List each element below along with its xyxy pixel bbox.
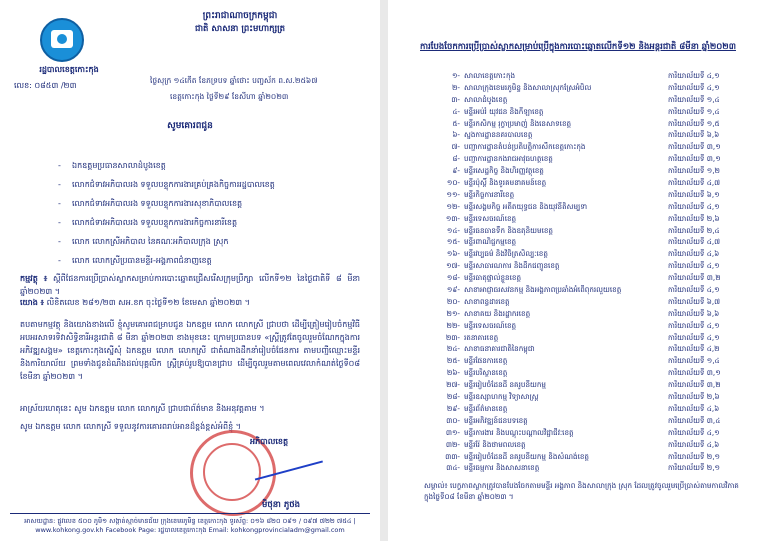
- row-institution: ស្នងការដ្ឋាននគរបាលខេត្ត: [464, 130, 533, 140]
- row-number: ២១-: [446, 308, 460, 318]
- table-row: [432, 129, 732, 141]
- row-number: ១៤-: [446, 225, 460, 235]
- allocation-title: ការបែងចែកការប្រើប្រាស់ស្លាកសម្រាប់ប្រើក្នុងការបោះឆ្នោតលើកទី១២ និងអន្តរជាតិ ៨មីនា ឆ្នាំ២០២៣: [420, 42, 736, 52]
- table-row: [432, 320, 732, 332]
- row-number: ១-: [451, 71, 460, 80]
- table-row: [432, 403, 732, 415]
- table-row: [432, 332, 732, 344]
- row-room: ការិយាល័យទី ២,៦: [668, 213, 720, 223]
- row-institution: មន្ទីរសង្គមកិច្ច អតីតយុទ្ធជន និងយុវនីតិសម្បទា: [464, 201, 588, 211]
- row-institution: មន្ទីរព័ត៌មានខេត្ត: [464, 403, 508, 413]
- row-institution: សាលាខេត្តកោះកុង: [464, 71, 516, 80]
- row-institution: មន្ទីរបរិស្ថានខេត្ត: [464, 368, 508, 378]
- row-room: ការិយាល័យទី ៤,៦: [668, 403, 720, 413]
- row-room: ការិយាល័យទី ២,៦: [668, 392, 720, 402]
- table-row: [432, 177, 732, 189]
- row-room: ការិយាល័យទី ១,៤: [668, 94, 720, 104]
- table-row: [432, 308, 732, 320]
- row-institution: មន្ទីរឧស្សាហកម្ម វិទ្យាសាស្ត្រ: [464, 392, 539, 402]
- recipient-item: - លោកជំទាវអភិបាលរង ទទួលបន្ទុកការងារគ្រប់គ្រងកិច្ចការរដ្ឋបាលខេត្ត: [58, 175, 358, 194]
- table-row: [432, 284, 732, 296]
- table-row: [432, 248, 732, 260]
- row-institution: សាខាធនាគារជាតិនៃកម្ពុជា: [464, 344, 535, 354]
- row-number: ៤-: [452, 106, 460, 116]
- row-number: ៨-: [452, 154, 460, 164]
- table-row: [432, 236, 732, 248]
- row-institution: មន្ទីរពាណិជ្ជកម្មខេត្ត: [464, 237, 517, 247]
- row-institution: សាខាពន្ធដារខេត្ត: [464, 296, 510, 306]
- row-institution: រតនាគារខេត្ត: [464, 332, 499, 342]
- table-row: [432, 70, 732, 82]
- row-number: ២៩-: [446, 403, 460, 413]
- row-room: ការិយាល័យទី ៤,៧: [668, 237, 721, 247]
- recipient-list: [58, 156, 358, 270]
- table-row: [432, 260, 732, 272]
- row-institution: មន្ទីរកសិកម្ម រុក្ខាប្រមាញ់ និងនេសាទខេត្ត: [464, 118, 572, 128]
- row-institution: មន្ទីរសេដ្ឋកិច្ច និងហិរញ្ញវត្ថុខេត្ត: [464, 166, 544, 176]
- row-number: ៣២-: [445, 439, 460, 449]
- row-number: ២៤-: [446, 344, 460, 354]
- row-room: ការិយាល័យទី ៤,១: [668, 82, 720, 92]
- row-room: ការិយាល័យទី ១,៥: [668, 118, 720, 128]
- row-number: ៣១-: [445, 427, 460, 437]
- row-room: ការិយាល័យទី ២,១: [668, 463, 720, 473]
- table-row: [432, 415, 732, 427]
- allocation-page: [388, 0, 768, 541]
- reference-text: លិខិតលេខ ២៨១/២៣ សអ.ខក ចុះថ្ងៃទី១២ ខែមេសា ឆ្នាំ២០២៣ ។: [46, 298, 250, 307]
- row-room: ការិយាល័យទី ១,២: [668, 166, 720, 176]
- table-row: [432, 451, 732, 463]
- row-room: ការិយាល័យទី ១,៤: [668, 356, 720, 366]
- table-row: [432, 213, 732, 225]
- row-institution: សាខាគយ និងរដ្ឋាករខេត្ត: [464, 308, 531, 318]
- row-room: ការិយាល័យទី ៤,១: [668, 427, 720, 437]
- row-number: ១៦-: [446, 249, 460, 259]
- row-number: ២៥-: [446, 356, 460, 366]
- letter-page: [0, 0, 380, 541]
- solar-date: ខេត្តកោះកុង ថ្ងៃទី២៩ ខែសីហា ឆ្នាំ២០២៣: [170, 92, 289, 101]
- table-row: [432, 439, 732, 451]
- row-room: ការិយាល័យទី ៤,១: [668, 285, 720, 295]
- row-institution: មន្ទីរទេសចរណ៍ខេត្ត: [464, 320, 517, 330]
- row-institution: មន្ទីរផែនការខេត្ត: [464, 356, 508, 366]
- row-room: ការិយាល័យទី ២,៤: [668, 225, 720, 235]
- table-row: [432, 189, 732, 201]
- row-number: ៩-: [452, 166, 460, 176]
- row-number: ៣៣-: [445, 451, 460, 461]
- row-number: ១០-: [446, 178, 460, 188]
- ref-number: លេខ: ០៨៥៣ /២៣: [14, 81, 77, 90]
- table-row: [432, 94, 732, 106]
- row-institution: មន្ទីរអប់រំ យុវជន និងកីឡាខេត្ត: [464, 106, 544, 116]
- row-number: ២២-: [446, 320, 460, 330]
- row-number: ២៦-: [446, 368, 460, 378]
- row-room: ការិយាល័យទី ៤,១: [668, 320, 720, 330]
- row-room: ការិយាល័យទី ៣,១: [668, 368, 721, 378]
- org-name: រដ្ឋបាលខេត្តកោះកុង: [39, 65, 99, 74]
- row-room: ការិយាល័យទី ៣,២: [668, 380, 721, 390]
- table-row: [432, 379, 732, 391]
- closing-paragraph: អាស្រ័យហេតុនេះ សូម ឯកឧត្តម លោក លោកស្រី ជ្រាបជាព័ត៌មាន និងអនុវត្តតាម ។: [20, 404, 265, 413]
- row-institution: មន្ទីរកិច្ចការនារីខេត្ត: [464, 189, 515, 199]
- recipient-item: - លោកជំទាវអភិបាលរង ទទួលបន្ទុកការងារសុខាភិបាលខេត្ត: [58, 194, 358, 213]
- row-room: ការិយាល័យទី ៦,៦: [668, 308, 720, 318]
- table-row: [432, 118, 732, 130]
- row-institution: មន្ទីរវប្បធម៌ និងវិចិត្រសិល្បៈខេត្ត: [464, 249, 548, 259]
- row-number: ៣-: [451, 94, 460, 104]
- row-institution: មន្ទីរទេសចរណ៍ខេត្ត: [464, 213, 517, 223]
- row-number: ១៨-: [446, 273, 460, 283]
- row-number: ១៥-: [446, 237, 460, 247]
- row-room: ការិយាល័យទី ៤,៧: [668, 178, 721, 188]
- row-room: ការិយាល័យទី ៤,១: [668, 71, 720, 80]
- row-institution: មន្ទីរប៉ុស្តិ៍ និងទូរគមនាគមន៍ខេត្ត: [464, 178, 547, 188]
- row-number: ៥-: [452, 118, 460, 128]
- table-row: [432, 153, 732, 165]
- body-paragraph: តបតាមកម្មវត្ថុ និងយោងខាងលើ ខ្ញុំសូមគោរពជម្រាបជូន ឯកឧត្តម លោក លោកស្រី ជ្រាបថា ដើម្បីត្រៀមរៀបចំកម្មវិធីអបអរសាទរទិវាសិទ្ធិនារីអន្តរជាតិ ៨ មីនា ឆ្នាំ២០២៣ ខាងមុខនេះ ក្រោមប្រធានបទ «ស្ត្រីត្រូវតែចូលរួមចំណែកក្នុងការអភិវឌ្ឍសង្គម» ខេត្តកោះកុងស្នើសុំ ឯកឧត្តម លោក លោកស្រី ជាតំណាងដឹកនាំរៀបចំផែនការ តាមបញ្ជីឈ្មោះមន្ទីរ និងការិយាល័យ ព្រមទាំងជូនដំណឹងដល់បុគ្គលិក ស្ត្រីគ្រប់រូបឱ្យបានជ្រាប ដើម្បីចូលរួមតាមពេលវេលាកំណត់ថ្ងៃទី០៨ ខែមីនា ឆ្នាំ២០២៣ ។: [20, 320, 360, 381]
- table-row: [432, 427, 732, 439]
- recipient-item: - លោក លោកស្រីអភិបាល នៃគណៈអភិបាលក្រុង ស្រុក: [58, 232, 358, 251]
- row-room: ការិយាល័យទី ៦,៧: [668, 296, 721, 306]
- subject-line: [20, 272, 360, 298]
- regards-paragraph: សូម ឯកឧត្តម លោក លោកស្រី ទទួលនូវការគោរពរាប់អានដ៏ខ្ពង់ខ្ពស់អំពីខ្ញុំ ។: [20, 422, 241, 431]
- row-number: ៧-: [451, 142, 460, 152]
- table-row: [432, 367, 732, 379]
- row-number: ១៩-: [446, 285, 460, 295]
- row-room: ការិយាល័យទី ៦,១: [668, 189, 720, 199]
- row-room: ការិយាល័យទី ៤,២: [668, 344, 720, 354]
- row-room: ការិយាល័យទី ៤,១: [668, 201, 720, 211]
- row-room: ការិយាល័យទី ៤,១: [668, 261, 720, 271]
- row-number: ៣៤-: [446, 463, 460, 473]
- row-room: ការិយាល័យទី ៤,៦: [668, 439, 720, 449]
- subject-label: កម្មវត្ថុ ៖: [20, 274, 48, 283]
- motto-header: ជាតិ សាសនា ព្រះមហាក្សត្រ: [194, 24, 286, 34]
- row-institution: មន្ទីរធនធានទឹក និងឧតុនិយមខេត្ត: [464, 225, 553, 235]
- row-room: ការិយាល័យទី ៤,១: [668, 332, 720, 342]
- signer-title: អភិបាលខេត្ត: [250, 437, 289, 446]
- letter-footer: អាសយដ្ឋាន: ផ្លូវលេខ ៥០០ ភូមិ១ សង្កាត់ស្មាច់មានជ័យ ក្រុងខេមរភូមិន្ទ ខេត្តកោះកុង ទូរស័ព្ទ: ០១៦ ៨២០ ០៩១ / ០៩៧ ៧២២ ៧៥៤ | www.kohkong.gov.kh Facebook Page: រដ្ឋបាលខេត្តកោះកុង Email: kohkongprovincialadm@gmail.com: [10, 513, 370, 535]
- row-institution: មន្ទីរធាតុផ្ទាល់ខ្លួនខេត្ត: [464, 273, 522, 283]
- row-number: ១២-: [446, 201, 460, 211]
- reference-label: យោង ៖: [20, 298, 45, 307]
- recipient-item: - លោក លោកស្រីប្រធានមន្ទីរ-អង្គភាពជំនាញខេត្ត: [58, 251, 358, 270]
- allocation-note: សម្គាល់៖ បេក្ខភាពស្លាកត្រូវបានបែងចែកតាមមន្ទីរ អង្គភាព និងសាលាក្រុង ស្រុក ដែលត្រូវចូលរួមប្រើប្រាស់តាមកាលវិភាគ ក្នុងថ្ងៃទី០៨ ខែមីនា ឆ្នាំ២០២៣ ។: [424, 481, 739, 501]
- kingdom-header: ព្រះរាជាណាចក្រកម្ពុជា: [202, 11, 278, 21]
- subject-text: ស្ដីពីផែនការប្រើប្រាស់ស្លាកសម្រាប់ការបោះឆ្នោតជ្រើសរើសក្រុមប្រឹក្សា លើកទី១២ នៃថ្ងៃជាតិទី ៨ មីនា ឆ្នាំ២០២៣ ។: [20, 274, 361, 296]
- row-number: ៣០-: [446, 415, 460, 425]
- reference-line: [20, 296, 360, 309]
- table-row: [432, 225, 732, 237]
- table-row: [432, 82, 732, 94]
- table-row: [432, 141, 732, 153]
- row-room: ការិយាល័យទី ៤,៦: [668, 249, 720, 259]
- province-logo: [40, 18, 84, 62]
- row-institution: មន្ទីររ៉ែ និងថាមពលខេត្ត: [464, 439, 526, 449]
- table-row: [432, 343, 732, 355]
- row-number: ២០-: [446, 296, 460, 306]
- table-row: [432, 106, 732, 118]
- table-row: [432, 391, 732, 403]
- row-room: ការិយាល័យទី ២,១: [668, 451, 720, 461]
- row-room: ការិយាល័យទី ៣,៤: [668, 415, 721, 425]
- salutation: សូមគោរពជូន: [167, 121, 213, 131]
- allocation-table: [432, 70, 732, 474]
- row-number: ១១-: [446, 189, 460, 199]
- row-institution: សាលាដំបូងខេត្ត: [464, 94, 508, 104]
- table-row: [432, 296, 732, 308]
- row-institution: បញ្ជាការដ្ឋានកងរាជអាវុធហត្ថខេត្ត: [464, 154, 553, 164]
- table-row: [432, 462, 732, 474]
- row-room: ការិយាល័យទី ៦,៦: [668, 130, 720, 140]
- row-room: ការិយាល័យទី ៣,១: [668, 154, 721, 164]
- row-institution: សាលាក្រុងខេមរភូមិន្ទ និងសាលាស្រុកស្រែអំបិល: [464, 82, 592, 92]
- lunar-date: ថ្ងៃសុក្រ ១៤កើត ខែភទ្របទ ឆ្នាំថោះ បញ្ចស័ក ព.ស.២៥៦៧: [150, 76, 318, 85]
- row-institution: មន្ទីរអភិវឌ្ឍន៍ជនបទខេត្ត: [464, 415, 528, 425]
- row-institution: មន្ទីររៀបចំដែនដី នគរូបនីយកម្ម: [464, 380, 546, 390]
- row-room: ការិយាល័យទី ៣,១: [668, 142, 721, 152]
- row-room: ការិយាល័យទី ១,៤: [668, 106, 720, 116]
- row-number: ១៣-: [445, 213, 460, 223]
- recipient-item: - លោកជំទាវអភិបាលរង ទទួលបន្ទុកការងារកិច្ចការនារីខេត្ត: [58, 213, 358, 232]
- row-institution: មន្ទីរសាធារណការ និងដឹកជញ្ជូនខេត្ត: [464, 261, 560, 271]
- row-number: ១៧-: [446, 261, 460, 271]
- row-institution: មន្ទីរធម្មការ និងសាសនាខេត្ត: [464, 463, 540, 473]
- row-number: ៦-: [452, 130, 460, 140]
- table-row: [432, 201, 732, 213]
- row-institution: មន្ទីរការងារ និងបណ្តុះបណ្តាលវិជ្ជាជីវៈខេត្ត: [464, 427, 574, 437]
- row-number: ២-: [451, 82, 460, 92]
- row-institution: មន្ទីររៀបចំដែនដី នគរូបនីយកម្ម និងសំណង់ខេត្ត: [464, 451, 589, 461]
- table-row: [432, 355, 732, 367]
- table-row: [432, 165, 732, 177]
- table-row: [432, 272, 732, 284]
- recipient-item: - ឯកឧត្តមប្រធានសាលាដំបូងខេត្ត: [58, 156, 358, 175]
- row-institution: សាខាអាជ្ញាធរសវនកម្ម និងអង្គភាពប្រឆាំងអំពើពុករលួយខេត្ត: [464, 285, 622, 295]
- row-room: ការិយាល័យទី ៣,២: [668, 273, 721, 283]
- row-number: ២៣-: [445, 332, 460, 342]
- row-institution: បញ្ជាការដ្ឋានតំបន់ប្រតិបត្តិការសឹកខេត្តកោះកុង: [464, 142, 586, 152]
- signer-name: មិថុនា ភូថង: [262, 500, 301, 510]
- row-number: ២៧-: [446, 380, 460, 390]
- row-number: ២៨-: [446, 392, 460, 402]
